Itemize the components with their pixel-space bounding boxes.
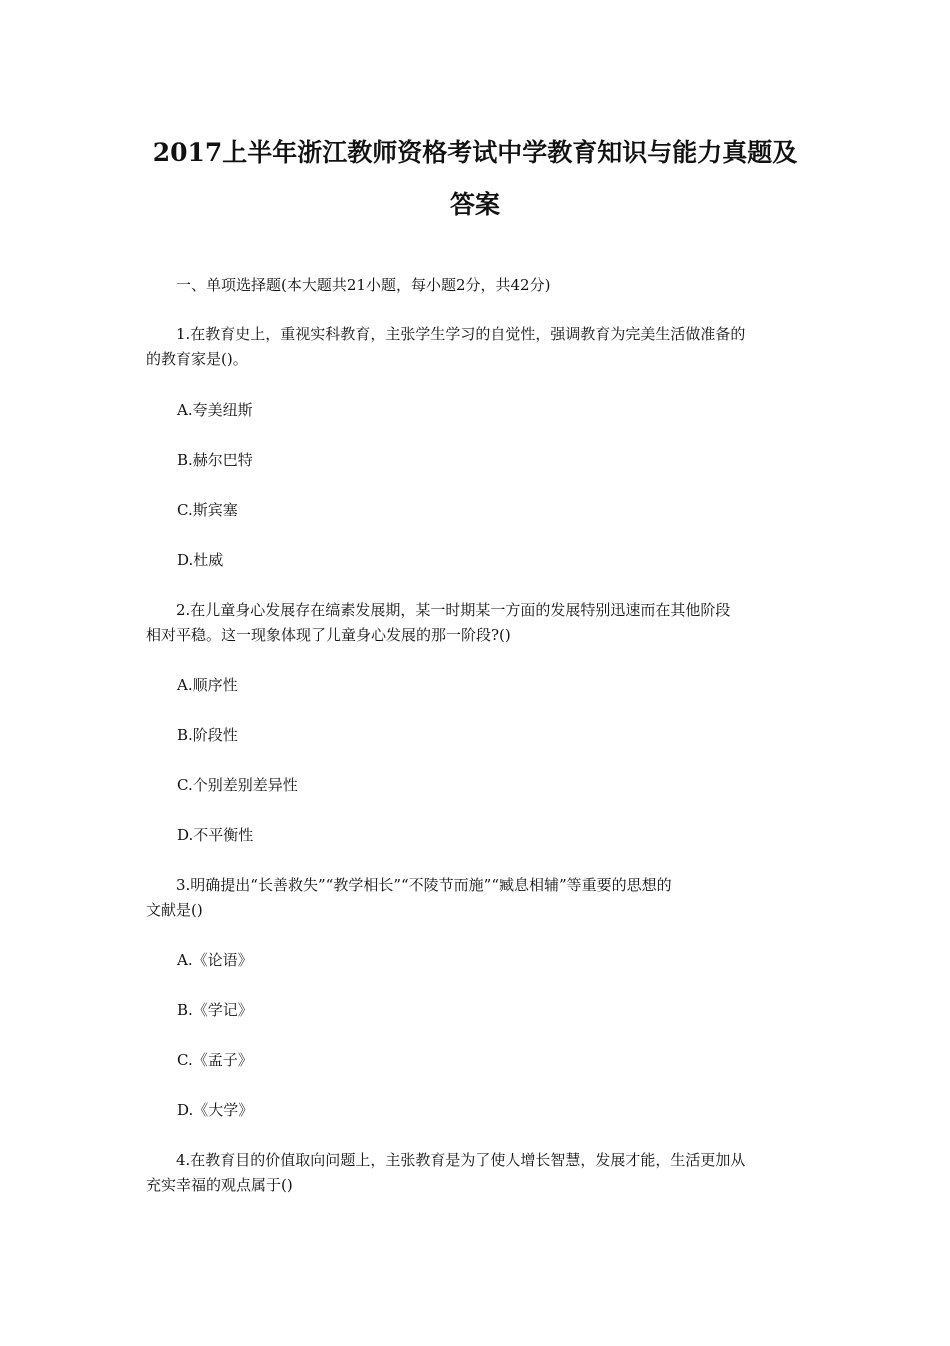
question-3-option-d: D.《大学》 (177, 1101, 254, 1119)
question-2-option-a: A.顺序性 (177, 676, 238, 694)
question-1-option-d: D.杜威 (177, 551, 224, 569)
question-1-option-c: C.斯宾塞 (177, 501, 238, 519)
question-2-line1: 2.在儿童身心发展存在缟素发展期，某一时期某一方面的发展特别迅速而在其他阶段 (176, 601, 731, 619)
question-2-option-b: B.阶段性 (177, 726, 238, 744)
question-2-option-d: D.不平衡性 (177, 826, 254, 844)
question-1-line2: 的教育家是()。 (146, 350, 248, 368)
question-2-option-c: C.个别差别差异性 (177, 776, 298, 794)
document-title-line1: 2017上半年浙江教师资格考试中学教育知识与能力真题及 (152, 138, 798, 167)
section-heading: 一、单项选择题(本大题共21小题，每小题2分，共42分) (176, 276, 551, 294)
question-3-line1: 3.明确提出“长善救失”“教学相长”“不陵节而施”“臧息相辅”等重要的思想的 (176, 876, 672, 894)
question-3-option-b: B.《学记》 (177, 1001, 253, 1019)
question-3-option-a: A.《论语》 (177, 951, 253, 969)
document-title-line2: 答案 (449, 190, 500, 219)
question-1-option-a: A.夸美纽斯 (177, 401, 253, 419)
question-4-line2: 充实幸福的观点属于() (146, 1176, 293, 1194)
question-3-option-c: C.《孟子》 (177, 1051, 253, 1069)
question-4-line1: 4.在教育目的价值取向问题上，主张教育是为了使人增长智慧，发展才能，生活更加从 (176, 1151, 746, 1169)
question-1-option-b: B.赫尔巴特 (177, 451, 253, 469)
question-2-line2: 相对平稳。这一现象体现了儿童身心发展的那一阶段?() (146, 626, 511, 644)
question-1-line1: 1.在教育史上，重视实科教育，主张学生学习的自觉性，强调教育为完美生活做准备的 (176, 325, 746, 343)
question-3-line2: 文献是() (146, 901, 203, 919)
